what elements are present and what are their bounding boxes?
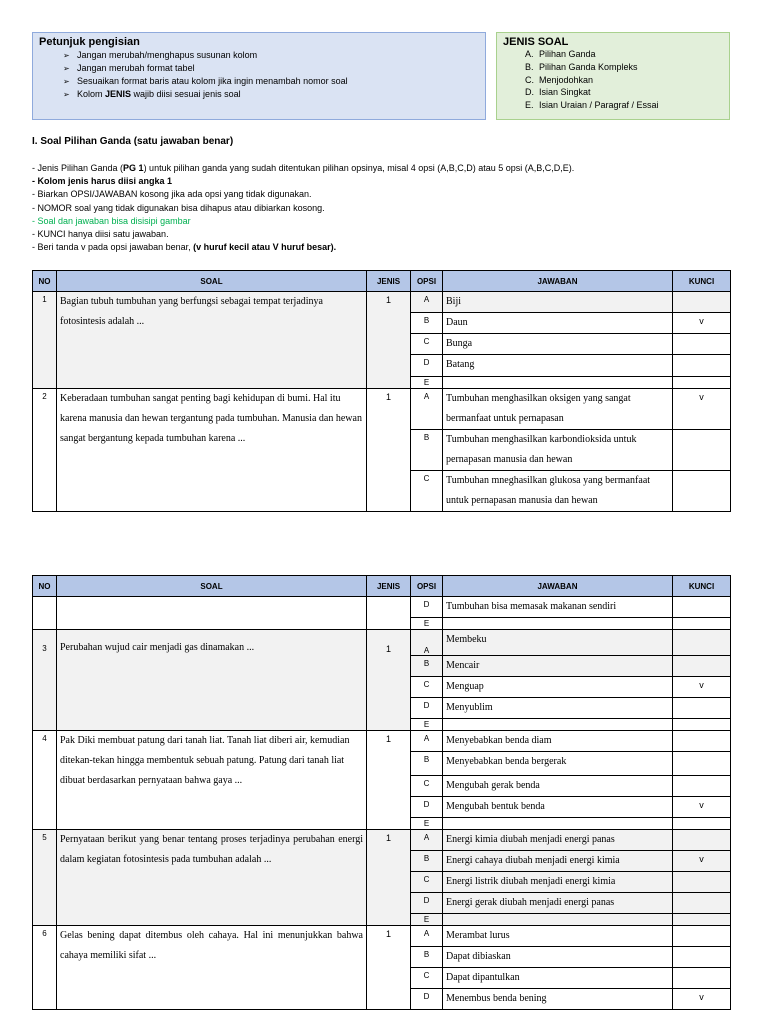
answer-key[interactable] (673, 926, 731, 947)
answer-key[interactable] (673, 698, 731, 719)
option-label: D (411, 597, 443, 618)
instruction-line: - Biarkan OPSI/JAWABAN kosong jika ada opsi yang tidak digunakan. (32, 189, 312, 200)
question-number: 6 (33, 926, 57, 1010)
arrow-bullet-icon: ➢ (63, 77, 70, 86)
instruction-line: - KUNCI hanya diisi satu jawaban. (32, 229, 169, 240)
option-label: A (411, 830, 443, 851)
option-label: C (411, 471, 443, 512)
answer-text[interactable]: Menyublim (443, 698, 673, 719)
answer-text[interactable]: Tumbuhan bisa memasak makanan sendiri (443, 597, 673, 618)
question-number (33, 597, 57, 630)
arrow-bullet-icon: ➢ (63, 90, 70, 99)
answer-key[interactable] (673, 830, 731, 851)
answer-key[interactable] (673, 719, 731, 731)
answer-key[interactable] (673, 292, 731, 313)
answer-text[interactable]: Batang (443, 355, 673, 377)
instruction-line: - Beri tanda v pada opsi jawaban benar, (v huruf kecil atau V huruf besar). (32, 242, 337, 253)
answer-text[interactable]: Mengubah gerak benda (443, 776, 673, 797)
question-table-1 (32, 270, 731, 512)
section-title: I. Soal Pilihan Ganda (satu jawaban benar) (32, 136, 234, 147)
option-label: B (411, 656, 443, 677)
answer-key[interactable] (673, 618, 731, 630)
option-label: D (411, 989, 443, 1010)
answer-key[interactable] (673, 914, 731, 926)
question-type-item: A. Pilihan Ganda (525, 49, 596, 59)
instruction-item: ➢ Kolom JENIS wajib diisi sesuai jenis soal (63, 89, 241, 99)
option-label: E (411, 818, 443, 830)
option-label: B (411, 752, 443, 776)
answer-key[interactable]: v (673, 851, 731, 872)
table-row (33, 731, 731, 752)
question-table-2 (32, 575, 731, 1010)
answer-text[interactable] (443, 618, 673, 630)
option-label: B (411, 430, 443, 471)
option-label: B (411, 947, 443, 968)
table-header-row (33, 576, 731, 597)
answer-key[interactable] (673, 968, 731, 989)
option-label: C (411, 872, 443, 893)
question-number: 1 (33, 292, 57, 389)
answer-text[interactable] (443, 818, 673, 830)
instructions-text (32, 162, 732, 254)
answer-text[interactable] (443, 914, 673, 926)
header-opsi: OPSI (411, 576, 443, 597)
option-label: B (411, 851, 443, 872)
header-no: NO (33, 576, 57, 597)
answer-key[interactable]: v (673, 989, 731, 1010)
answer-text[interactable]: Menyebabkan benda bergerak (443, 752, 673, 776)
question-type[interactable]: 1 (367, 830, 411, 926)
answer-text[interactable] (443, 377, 673, 389)
table-row (33, 926, 731, 947)
question-type[interactable] (367, 597, 411, 630)
question-text[interactable]: Bagian tubuh tumbuhan yang berfungsi sebagai tempat terjadinya fotosintesis adalah ... (57, 292, 367, 389)
header-jawaban: JAWABAN (443, 271, 673, 292)
header-soal: SOAL (57, 271, 367, 292)
option-label: C (411, 776, 443, 797)
answer-key[interactable] (673, 731, 731, 752)
option-label: D (411, 355, 443, 377)
header-kunci: KUNCI (673, 271, 731, 292)
answer-key[interactable] (673, 430, 731, 471)
table-header-row (33, 271, 731, 292)
question-types-box (496, 32, 730, 120)
question-types-list (503, 48, 723, 112)
question-number: 3 (33, 630, 57, 731)
option-label: E (411, 719, 443, 731)
question-type[interactable]: 1 (367, 731, 411, 830)
answer-key[interactable] (673, 377, 731, 389)
header-opsi: OPSI (411, 271, 443, 292)
answer-key[interactable]: v (673, 389, 731, 430)
option-label: E (411, 377, 443, 389)
answer-text[interactable]: Merambat lurus (443, 926, 673, 947)
option-label: E (411, 618, 443, 630)
answer-text[interactable]: Menembus benda bening (443, 989, 673, 1010)
instruction-line: - Jenis Pilihan Ganda (PG 1) untuk pilihan ganda yang sudah ditentukan pilihan opsinya, misal 4 opsi (A,B,C,D) atau 5 opsi (A,B,C,D,E). (32, 163, 575, 173)
question-text[interactable]: Keberadaan tumbuhan sangat penting bagi kehidupan di bumi. Hal itu karena manusia dan hewan tergantung pada tumbuhan. Manusia dan hewan sangat bergantung kepada tumbuhan karena ... (57, 389, 367, 512)
instruction-line: - Soal dan jawaban bisa disisipi gambar (32, 215, 191, 226)
answer-text[interactable]: Dapat dipantulkan (443, 968, 673, 989)
answer-text[interactable] (443, 719, 673, 731)
question-type[interactable]: 1 (367, 389, 411, 512)
arrow-bullet-icon: ➢ (63, 64, 70, 73)
header-kunci: KUNCI (673, 576, 731, 597)
question-text[interactable]: Pak Diki membuat patung dari tanah liat. Tanah liat diberi air, kemudian ditekan-tekan hingga membentuk sebuah patung. Patung dari tanah liat dibuat berdasarkan pernyataan bahwa gaya ... (57, 731, 367, 830)
answer-key[interactable] (673, 355, 731, 377)
answer-key[interactable] (673, 471, 731, 512)
answer-key[interactable] (673, 630, 731, 656)
question-number: 2 (33, 389, 57, 512)
question-type[interactable]: 1 (367, 630, 411, 731)
option-label: C (411, 334, 443, 355)
answer-key[interactable] (673, 947, 731, 968)
option-label: A (411, 731, 443, 752)
answer-text[interactable]: Energi kimia diubah menjadi energi panas (443, 830, 673, 851)
table-row (33, 630, 731, 656)
answer-text[interactable]: Energi listrik diubah menjadi energi kimia (443, 872, 673, 893)
answer-text[interactable]: Energi cahaya diubah menjadi energi kimia (443, 851, 673, 872)
question-type-item: C. Menjodohkan (525, 74, 594, 85)
option-label: C (411, 677, 443, 698)
question-text[interactable]: Gelas bening dapat ditembus oleh cahaya. Hal ini menunjukkan bahwa cahaya memiliki sifat ... (57, 926, 367, 1010)
answer-text[interactable]: Biji (443, 292, 673, 313)
answer-text[interactable]: Dapat dibiaskan (443, 947, 673, 968)
answer-text[interactable]: Tumbuhan menghasilkan oksigen yang sangat bermanfaat untuk pernapasan (443, 389, 673, 430)
header-jenis: JENIS (367, 576, 411, 597)
answer-text[interactable]: Membeku (443, 630, 673, 656)
instruction-line: - Kolom jenis harus diisi angka 1 (32, 176, 173, 187)
question-text[interactable]: Perubahan wujud cair menjadi gas dinamakan ... (57, 630, 367, 731)
answer-text[interactable]: Energi gerak diubah menjadi energi panas (443, 893, 673, 914)
option-label: D (411, 893, 443, 914)
question-text[interactable]: Pernyataan berikut yang benar tentang proses terjadinya perubahan energi dalam kegiatan fotosintesis pada tumbuhan adalah ... (57, 830, 367, 926)
answer-key[interactable] (673, 818, 731, 830)
instruction-item: ➢ Sesuaikan format baris atau kolom jika ingin menambah nomor soal (63, 76, 348, 86)
header-no: NO (33, 271, 57, 292)
question-number: 5 (33, 830, 57, 926)
instructions-box (32, 32, 486, 120)
answer-key[interactable] (673, 752, 731, 776)
question-type-item: D. Isian Singkat (525, 87, 591, 98)
arrow-bullet-icon: ➢ (63, 51, 70, 60)
answer-text[interactable]: Tumbuhan menghasilkan karbondioksida untuk pernapasan manusia dan hewan (443, 430, 673, 471)
option-label: A (411, 292, 443, 313)
header-jawaban: JAWABAN (443, 576, 673, 597)
answer-text[interactable]: Tumbuhan mneghasilkan glukosa yang bermanfaat untuk pernapasan manusia dan hewan (443, 471, 673, 512)
answer-key[interactable] (673, 597, 731, 618)
answer-key[interactable] (673, 872, 731, 893)
option-label: D (411, 698, 443, 719)
header-soal: SOAL (57, 576, 367, 597)
question-type-item: E. Isian Uraian / Paragraf / Essai (525, 100, 659, 111)
answer-text[interactable]: Menguap (443, 677, 673, 698)
option-label: A (411, 926, 443, 947)
option-label: E (411, 914, 443, 926)
answer-text[interactable]: Mencair (443, 656, 673, 677)
option-label: B (411, 313, 443, 334)
question-type[interactable]: 1 (367, 926, 411, 1010)
option-label: C (411, 968, 443, 989)
answer-key[interactable]: v (673, 677, 731, 698)
answer-text[interactable]: Menyebabkan benda diam (443, 731, 673, 752)
answer-text[interactable]: Bunga (443, 334, 673, 355)
answer-text[interactable]: Daun (443, 313, 673, 334)
question-text[interactable] (57, 597, 367, 630)
question-number: 4 (33, 731, 57, 830)
table-row (33, 389, 731, 430)
table-row (33, 830, 731, 851)
instruction-item: ➢ Jangan merubah/menghapus susunan kolom (63, 50, 258, 60)
question-types-title: JENIS SOAL (503, 36, 569, 48)
answer-text[interactable]: Mengubah bentuk benda (443, 797, 673, 818)
answer-key[interactable]: v (673, 797, 731, 818)
instructions-list (39, 49, 479, 101)
answer-key[interactable] (673, 776, 731, 797)
answer-key[interactable] (673, 334, 731, 355)
table-row (33, 292, 731, 313)
option-label: D (411, 797, 443, 818)
header-jenis: JENIS (367, 271, 411, 292)
question-type[interactable]: 1 (367, 292, 411, 389)
instruction-item: ➢ Jangan merubah format tabel (63, 63, 195, 73)
instruction-line: - NOMOR soal yang tidak digunakan bisa dihapus atau dibiarkan kosong. (32, 202, 325, 213)
option-label: A (411, 630, 443, 656)
answer-key[interactable]: v (673, 313, 731, 334)
option-label: A (411, 389, 443, 430)
answer-key[interactable] (673, 893, 731, 914)
answer-key[interactable] (673, 656, 731, 677)
instructions-title: Petunjuk pengisian (39, 36, 140, 48)
table-row (33, 597, 731, 618)
question-type-item: B. Pilihan Ganda Kompleks (525, 61, 638, 72)
